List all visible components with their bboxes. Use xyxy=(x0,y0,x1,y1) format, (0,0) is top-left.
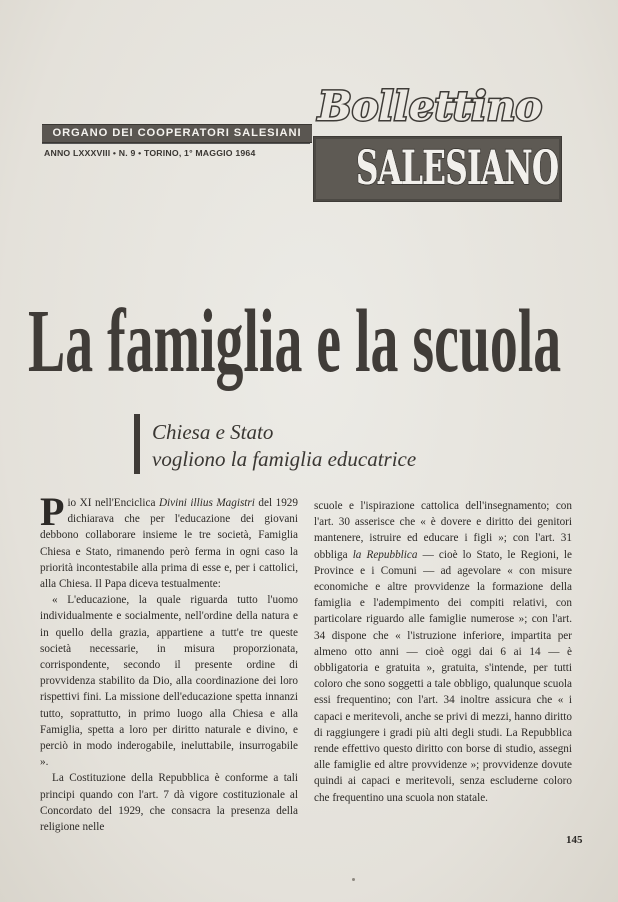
subtitle-line-1: Chiesa e Stato xyxy=(152,420,274,444)
drop-cap: P xyxy=(40,489,65,534)
paragraph-1-start: io XI nell'Enciclica xyxy=(67,497,159,509)
subtitle-line-2: vogliono la famiglia educatrice xyxy=(152,447,417,471)
page-number: 145 xyxy=(566,834,583,846)
logo-box xyxy=(313,136,562,202)
issue-line: ANNO LXXXVIII • N. 9 • TORINO, 1° MAGGIO 1964 xyxy=(44,148,256,158)
masthead-rule xyxy=(42,143,310,144)
column-right xyxy=(314,498,572,806)
paragraph-1 xyxy=(40,489,298,592)
organ-banner: ORGANO DEI COOPERATORI SALESIANI xyxy=(42,124,312,143)
paragraph-2: « L'educazione, la quale riguarda tutto l'uomo individualmente e socialmente, nell'ordine della natura e in quello della grazia, appartiene a tutt'e tre queste società necessarie, in misura proporzionata, corrispondente, secondo il presente ordine di provvidenza stabilito da Dio, alla coordinazione dei loro rispettivi fini. La missione dell'educazione spetta innanzi tutto, soprattutto, in primo luogo alla Chiesa e alla Famiglia, spetta a loro per diritto naturale e divino, e perciò in modo inderogabile, ineluttabile, insurrogabile ». xyxy=(40,594,298,769)
paragraph-1-rest: del 1929 dichiarava che per l'educazione dei giovani debbono collaborare insieme le tre società, Famiglia Chiesa e Stato, rimanendo però ferma in ogni caso la priorità incontestabile alla prima di esse e, per i cattolici, alla Chiesa. Il Papa diceva testualmente: xyxy=(40,497,298,591)
paragraph-4-start: scuole e l'ispirazione cattolica dell'insegnamento; con l'art. 30 asserisce che « è dovere e diritto dei genitori mantenere, istruire ed educare i figli »; con l'art. 31 obbliga xyxy=(314,500,572,561)
republic-italic: la Repubblica xyxy=(352,548,418,561)
paragraph-3: La Costituzione della Repubblica è conforme a tali principi quando con l'art. 7 dà vigore costituzionale al Concordato del 1929, che consacra la presenza della religione nelle xyxy=(40,772,298,834)
encyclical-title: Divini illius Magistri xyxy=(158,497,255,509)
logo-word: SALESIANO xyxy=(355,141,559,196)
paragraph-4-rest: — cioè lo Stato, le Regioni, le Province e i Comuni — ad agevolare « con misure economiche e altre provvidenze la formazione della famiglia e l'adempimento dei compiti relativi, con particolare riguardo alle famiglie numerose »; con l'art. 34 dispone che « l'istruzione inferiore, impartita per almeno otto anni — cioè oggi dai 6 ai 14 — è obbligatoria e gratuita », gratuita, s'intende, per tutti coloro che sono soggetti a tale obbligo, qualunque scuola essi frequentino; con l'art. 34 inoltre assicura che « i capaci e meritevoli, anche se privi di mezzi, hanno diritto di raggiungere i gradi più alti degli studi. La Repubblica rende effettivo questo diritto con borse di studio, assegni alle famiglie ed altre provvidenze »; provvidenze dovute quindi ai capaci e meritevoli, senza escluderne coloro che frequentino una scuola non statale. xyxy=(314,548,573,804)
subtitle-bar xyxy=(134,414,140,474)
speck xyxy=(352,878,355,881)
logo-script-text: Bollettino xyxy=(318,83,543,130)
paragraph-4 xyxy=(314,498,572,806)
logo-script xyxy=(314,80,554,132)
column-left xyxy=(40,489,298,835)
article-title: La famiglia e la scuola xyxy=(28,292,562,391)
